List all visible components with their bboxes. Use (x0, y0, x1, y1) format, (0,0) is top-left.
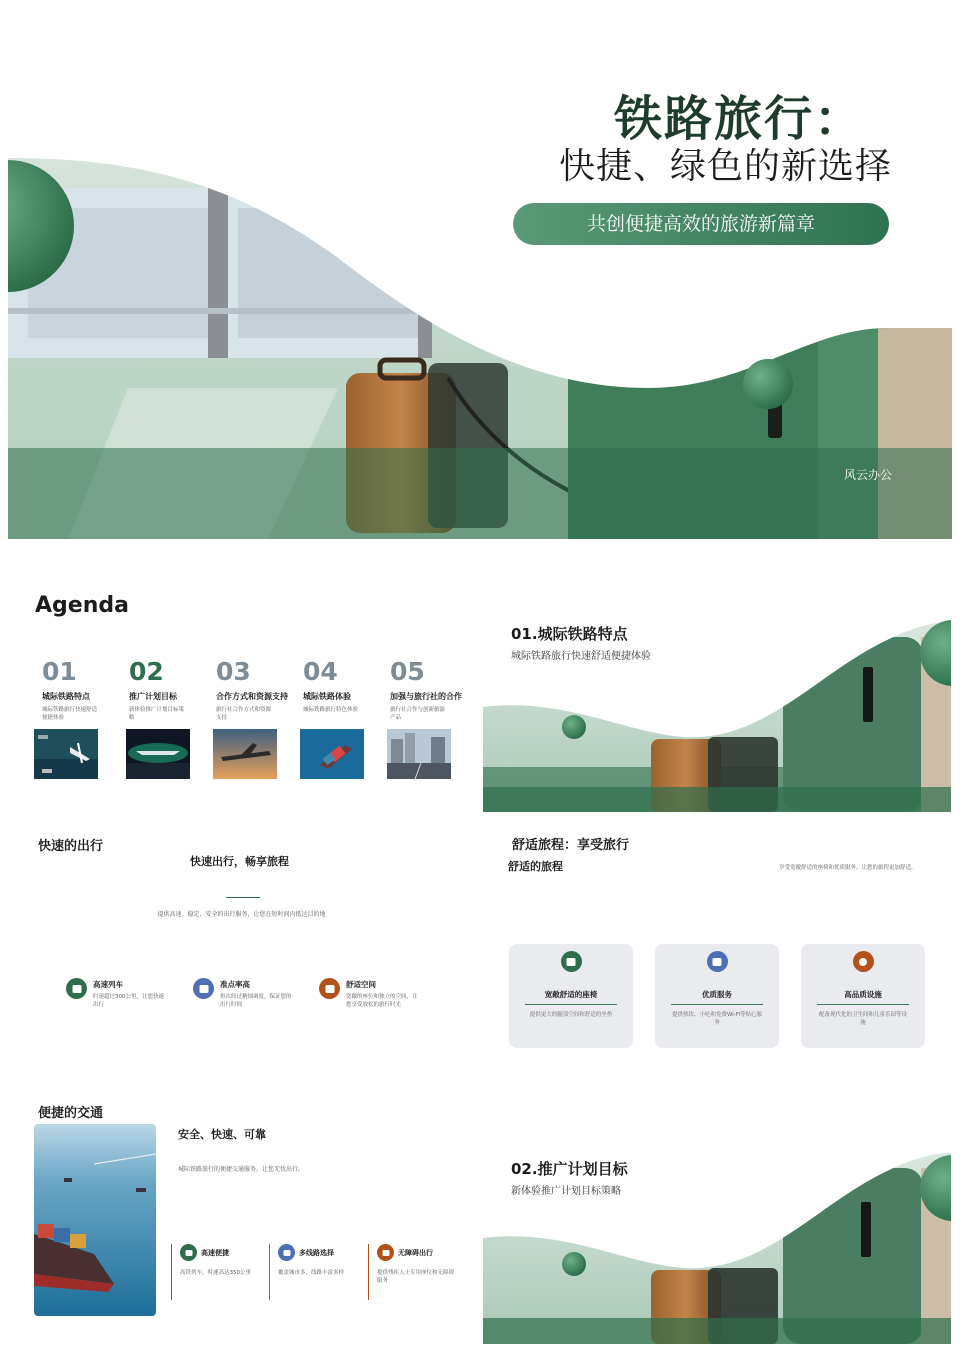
card-title: 宽敞舒适的座椅 (544, 990, 598, 999)
agenda-item[interactable] (129, 657, 213, 722)
agenda-slide (8, 567, 475, 812)
feature-desc: 班次经过精细调度，保证您的出行时间 (220, 994, 292, 1008)
card-title: 高品质设施 (844, 990, 882, 999)
agenda-item-title: 推广计划目标 (129, 692, 177, 701)
agenda-item-desc: 旅行社合作与创新旅游产品 (390, 707, 446, 721)
feature-item (66, 978, 184, 1009)
feature-card (801, 944, 925, 1048)
card-divider (817, 1004, 909, 1005)
clipboard-icon (707, 951, 728, 972)
feature-item (368, 1244, 466, 1300)
target-icon (853, 951, 874, 972)
seat-icon (561, 951, 582, 972)
slide-description: 提供高速、稳定、安全的出行服务，让您在短时间内抵达目的地 (157, 911, 326, 918)
route-icon (278, 1244, 295, 1261)
slide-subtitle: 舒适的旅程 (508, 860, 563, 873)
luggage-photo (483, 1098, 951, 1344)
feature-item (171, 1244, 269, 1300)
feature-title: 多线路选择 (299, 1248, 334, 1257)
agenda-item-title: 城际铁路特点 (42, 692, 90, 701)
section-title: 01.城际铁路特点 (511, 625, 628, 643)
card-desc: 提供热饮、小吃和免费Wi-Fi等贴心服务 (671, 1012, 763, 1026)
agenda-number: 02 (129, 657, 164, 686)
slide-subtitle: 快速出行，畅享旅程 (190, 855, 289, 868)
card-desc: 提供更大的腿部空间和舒适的坐垫 (529, 1012, 613, 1018)
agenda-item-title: 加强与旅行社的合作 (390, 692, 462, 701)
card-title: 优质服务 (702, 990, 732, 999)
card-desc: 配备现代化的卫生间和儿童乐园等设施 (818, 1012, 907, 1026)
feature-title: 无障碍出行 (398, 1248, 433, 1257)
slide-subtitle: 安全、快速、可靠 (178, 1128, 266, 1141)
accessible-icon (377, 1244, 394, 1261)
feature-item (193, 978, 311, 1009)
agenda-number: 03 (216, 657, 251, 686)
seat-icon (319, 978, 340, 999)
feature-card (655, 944, 779, 1048)
agenda-item-title: 城际铁路体验 (303, 692, 351, 701)
agenda-item-desc: 城际铁路旅行特色体验 (303, 707, 359, 713)
agenda-item-desc: 城际铁路旅行快速舒适便捷体验 (42, 707, 98, 721)
agenda-item-title: 合作方式和资源支持 (216, 692, 288, 701)
feature-desc: 高铁列车，时速高达350公里 (180, 1270, 251, 1276)
feature-title: 舒适空间 (346, 980, 376, 989)
feature-item (319, 978, 437, 1009)
agenda-item[interactable] (303, 657, 387, 714)
brand-label: 风云办公 (844, 468, 893, 482)
city-road-photo (387, 729, 451, 779)
feature-item (269, 1244, 367, 1300)
section-02-slide (483, 1098, 951, 1344)
aerial-harbor-photo (34, 729, 98, 779)
slide-title: 舒适旅程：享受旅行 (512, 838, 630, 853)
section-subtitle: 新体验推广计划目标策略 (511, 1186, 621, 1197)
divider (226, 897, 260, 898)
slide-description: 城际铁路旅行的便捷交通服务，让您无忧出行。 (178, 1166, 305, 1173)
agenda-number: 05 (390, 657, 425, 686)
agenda-item-desc: 新体验推广计划目标策略 (129, 707, 185, 721)
convenient-transport-slide (8, 1095, 475, 1340)
section-title: 02.推广计划目标 (511, 1160, 628, 1178)
card-divider (671, 1004, 763, 1005)
slide-title: 快速的出行 (38, 839, 104, 854)
train-icon (66, 978, 87, 999)
section-01-slide (483, 567, 951, 812)
cargo-ship-photo (300, 729, 364, 779)
comfort-slide (485, 825, 952, 1070)
feature-desc: 覆盖城市多、线路丰富多样 (278, 1270, 345, 1276)
slide-note: 享受宽敞舒适的座椅和优质服务，让您的旅程更加舒适。 (779, 865, 917, 871)
feature-title: 准点率高 (220, 980, 250, 989)
title-slide (8, 8, 952, 539)
agenda-number: 01 (42, 657, 77, 686)
hero-title-line1: 铁路旅行： (613, 91, 864, 147)
agenda-item-desc: 旅行社合作方式和资源支持 (216, 707, 272, 721)
card-divider (525, 1004, 617, 1005)
feature-title: 高速列车 (93, 980, 123, 989)
agenda-item[interactable] (42, 657, 126, 722)
slide-title: 便捷的交通 (38, 1106, 104, 1121)
section-subtitle: 城际铁路旅行快速舒适便捷体验 (511, 651, 651, 662)
cargo-ship-sea-photo (34, 1124, 156, 1316)
feature-title: 高速便捷 (201, 1248, 229, 1257)
hero-subtitle-pill: 共创便捷高效的旅游新篇章 (513, 203, 889, 245)
airplane-sunset-photo (213, 729, 277, 779)
fast-travel-slide (8, 825, 475, 1070)
clock-icon (193, 978, 214, 999)
hero-title-line2: 快捷、绿色的新选择 (558, 146, 892, 187)
agenda-number: 04 (303, 657, 338, 686)
feature-desc: 提供残疾人士专用座位和无障碍服务 (377, 1270, 455, 1284)
agenda-title: Agenda (35, 593, 129, 618)
agenda-item[interactable] (390, 657, 474, 722)
feature-desc: 时速超过300公里，让您快速出行 (93, 994, 164, 1008)
airport-night-photo (126, 729, 190, 779)
train-icon (180, 1244, 197, 1261)
agenda-item[interactable] (216, 657, 300, 722)
feature-card (509, 944, 633, 1048)
feature-desc: 宽敞的座位和独立的空间，让您享受放松的旅行时光 (346, 994, 418, 1008)
luggage-photo (483, 567, 951, 812)
